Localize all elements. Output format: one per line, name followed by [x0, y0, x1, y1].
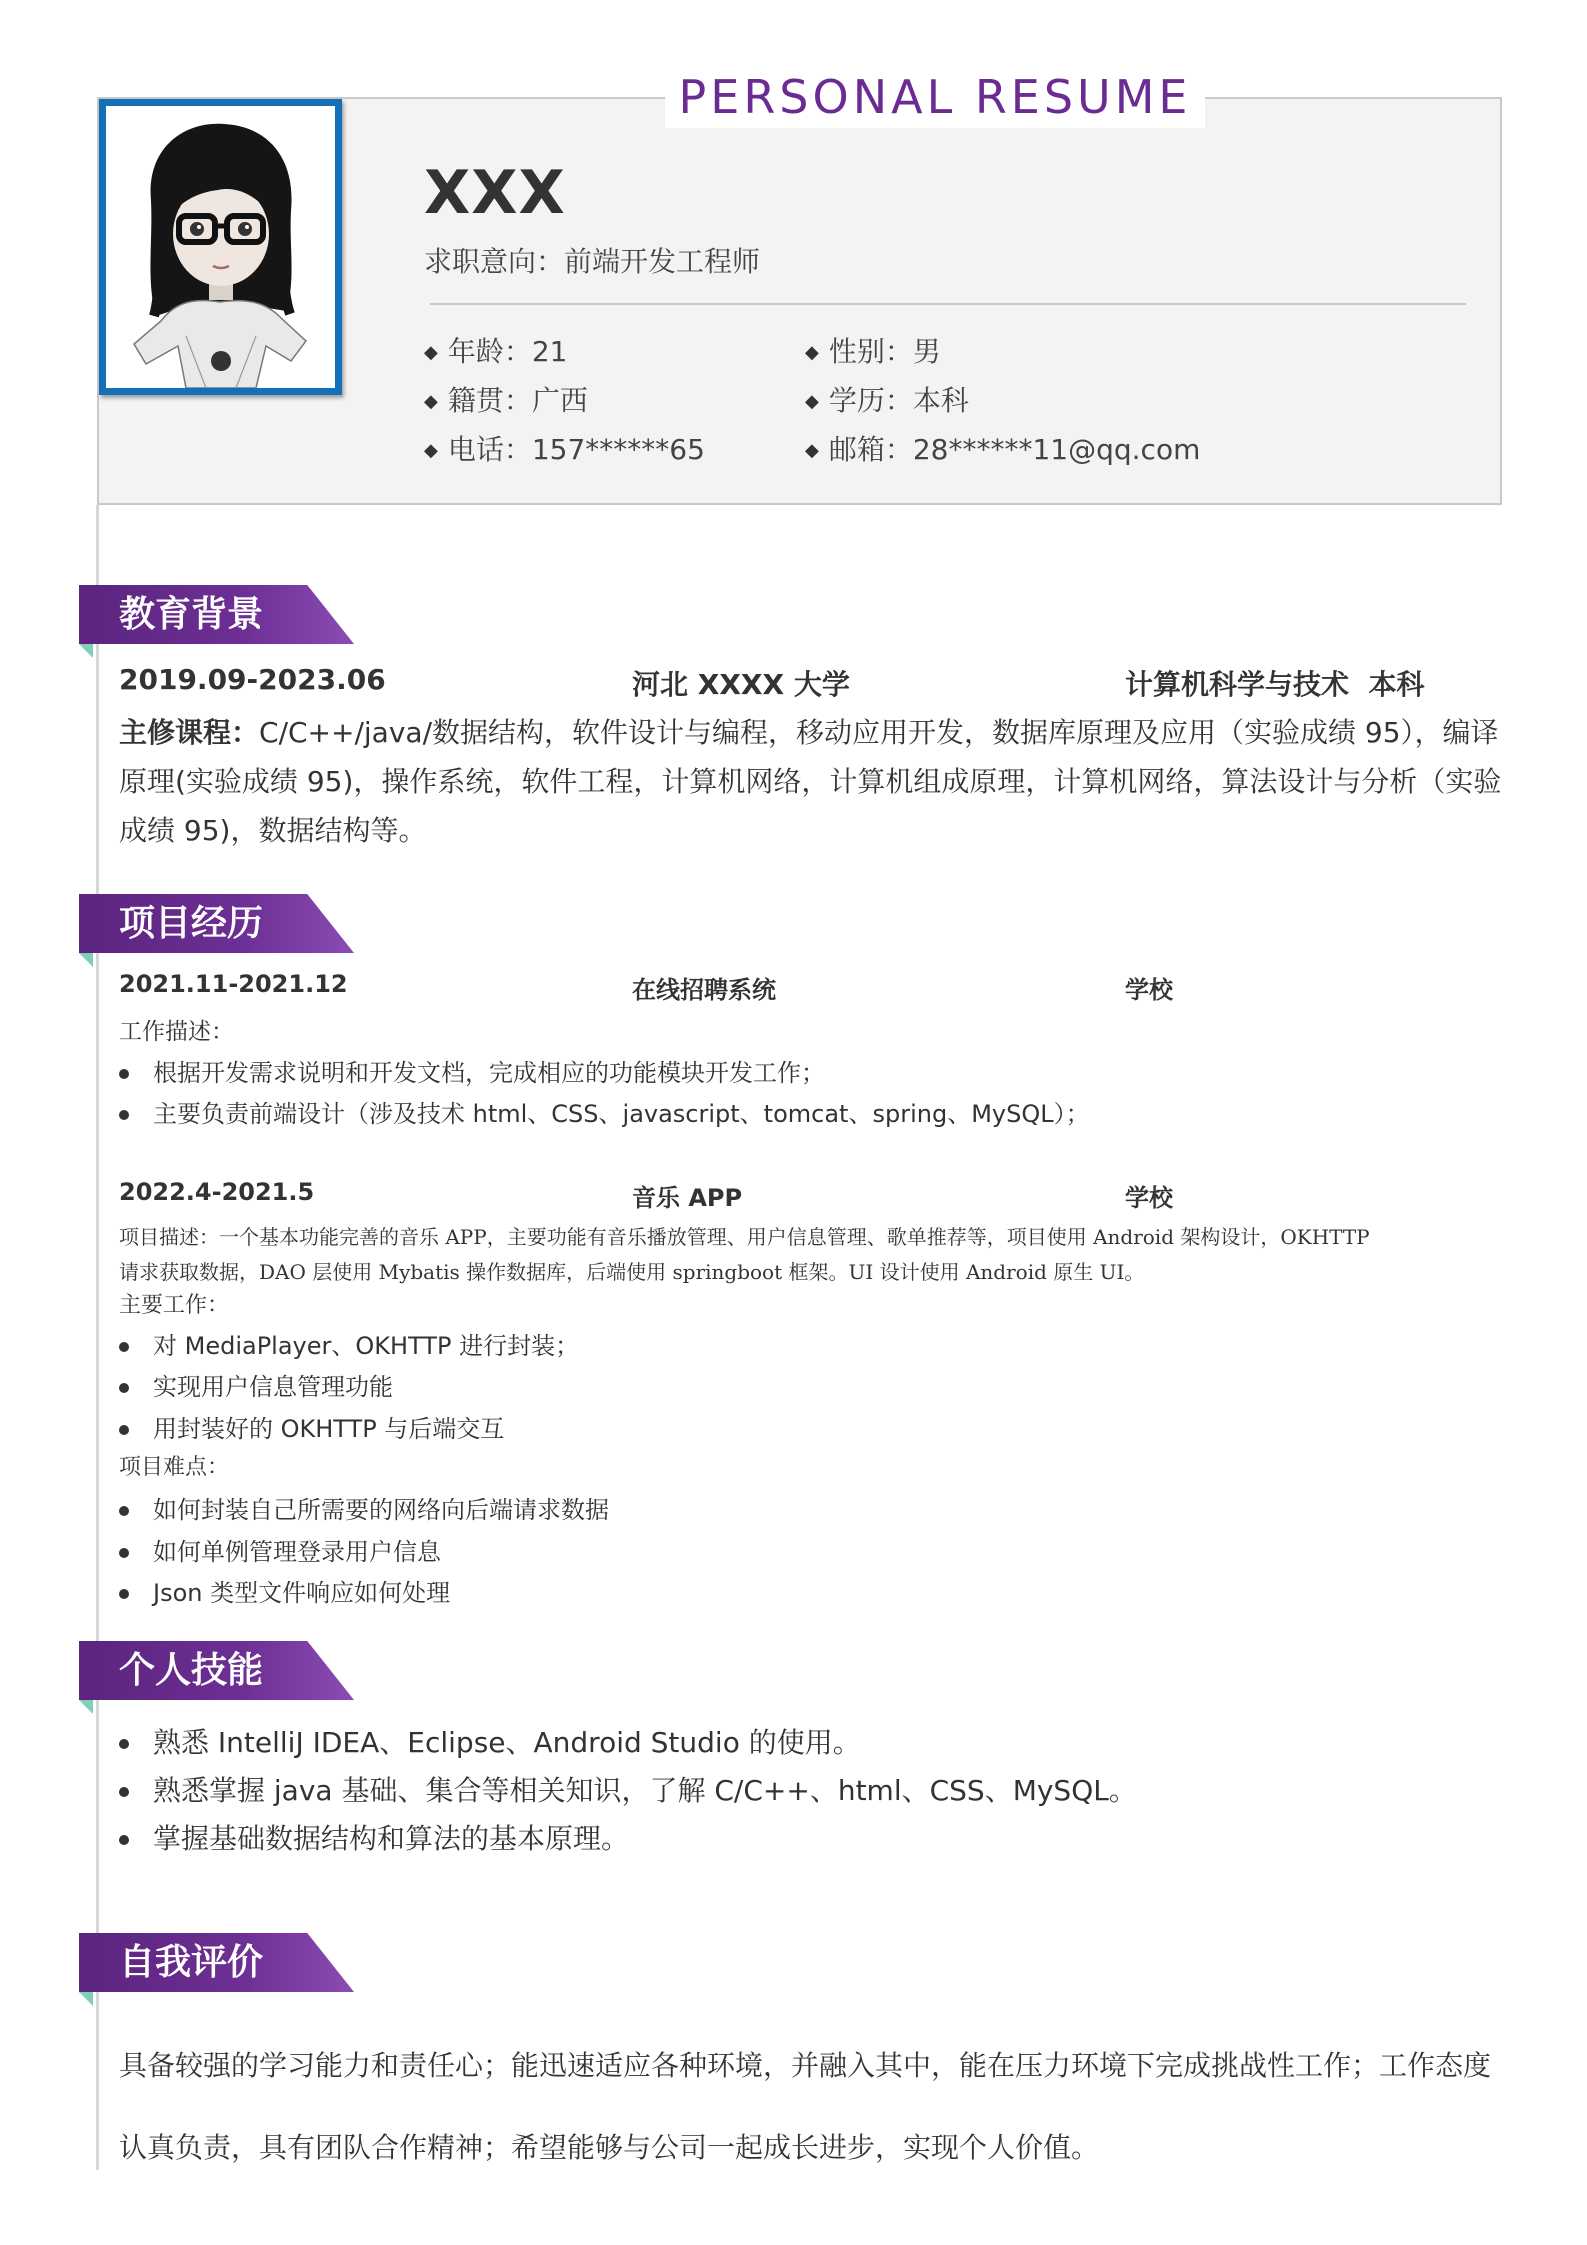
diamond-bullet-icon: ◆	[805, 391, 819, 412]
bullet-dot-icon	[119, 1069, 129, 1079]
education-school: 河北 XXXX 大学	[632, 668, 850, 701]
info-education	[805, 379, 969, 419]
list-item	[119, 1817, 629, 1857]
info-hometown	[424, 379, 588, 419]
profile-photo	[99, 99, 342, 395]
job-intent-value: 前端开发工程师	[564, 245, 761, 278]
info-age-text: 年龄：21	[447, 335, 568, 368]
header-divider	[430, 303, 1466, 305]
self-eval-line-2: 认真负责，具有团队合作精神；希望能够与公司一起成长进步，实现个人价值。	[119, 2131, 1100, 2164]
project-2-desc-line-2: 请求获取数据，DAO 层使用 Mybatis 操作数据库，后端使用 springboot 框架。UI 设计使用 Android 原生 UI。	[119, 1260, 1145, 1284]
bullet-dot-icon	[119, 1835, 129, 1845]
self-eval-line-1: 具备较强的学习能力和责任心；能迅速适应各种环境，并融入其中，能在压力环境下完成挑战性工作；工作态度	[119, 2049, 1492, 2082]
info-email	[805, 428, 1200, 468]
bullet-dot-icon	[119, 1383, 129, 1393]
info-phone	[424, 428, 705, 468]
section-tail-decoration	[79, 644, 93, 658]
bullet-dot-icon	[119, 1787, 129, 1797]
section-title-projects: 项目经历	[119, 903, 264, 944]
project-2-org: 学校	[1125, 1184, 1173, 1212]
info-education-text: 学历：本科	[828, 384, 969, 417]
education-courses-line-2: 原理(实验成绩 95)，操作系统，软件工程，计算机网络，计算机组成原理，计算机网络，算法设计与分析（实验	[119, 765, 1502, 798]
project-1-desc-label: 工作描述：	[119, 1019, 234, 1045]
list-item	[119, 1769, 1137, 1809]
diamond-bullet-icon: ◆	[424, 391, 438, 412]
list-item-text: 实现用户信息管理功能	[153, 1373, 393, 1401]
section-tail-decoration	[79, 1700, 93, 1714]
education-courses-line-1	[119, 711, 1499, 751]
section-title-skills: 个人技能	[119, 1650, 264, 1691]
bullet-dot-icon	[119, 1548, 129, 1558]
timeline-rail	[96, 505, 99, 2170]
list-item	[119, 1490, 609, 1525]
bullet-dot-icon	[119, 1589, 129, 1599]
info-age	[424, 330, 567, 370]
list-item-text: 主要负责前端设计（涉及技术 html、CSS、javascript、tomcat、spring、MySQL）；	[153, 1100, 1090, 1128]
diamond-bullet-icon: ◆	[805, 342, 819, 363]
info-gender	[805, 330, 941, 370]
section-title-education: 教育背景	[119, 594, 264, 635]
section-title-self-evaluation: 自我评价	[119, 1942, 264, 1983]
list-item-text: 掌握基础数据结构和算法的基本原理。	[153, 1822, 630, 1855]
list-item-text: 如何单例管理登录用户信息	[153, 1538, 441, 1566]
cartoon-girl-illustration	[106, 106, 335, 388]
diamond-bullet-icon: ◆	[424, 440, 438, 461]
list-item	[119, 1326, 579, 1361]
list-item-text: 对 MediaPlayer、OKHTTP 进行封装；	[153, 1332, 580, 1360]
job-intent-label: 求职意向：	[424, 245, 565, 278]
list-item-text: 如何封装自己所需要的网络向后端请求数据	[153, 1496, 609, 1524]
bullet-dot-icon	[119, 1506, 129, 1516]
info-gender-text: 性别：男	[828, 335, 941, 368]
diamond-bullet-icon: ◆	[805, 440, 819, 461]
project-1-name: 在线招聘系统	[632, 976, 776, 1004]
list-item	[119, 1721, 861, 1761]
list-item-text: 熟悉 IntelliJ IDEA、Eclipse、Android Studio 的使用。	[153, 1726, 861, 1759]
project-2-desc-line-1: 项目描述：一个基本功能完善的音乐 APP，主要功能有音乐播放管理、用户信息管理、歌单推荐等，项目使用 Android 架构设计，OKHTTP	[119, 1225, 1370, 1249]
bullet-dot-icon	[119, 1425, 129, 1435]
info-email-text: 邮箱：28******11@qq.com	[828, 433, 1201, 466]
courses-text-1: C/C++/java/数据结构，软件设计与编程，移动应用开发，数据库原理及应用（实验成绩 95），编译	[259, 716, 1499, 749]
bullet-dot-icon	[119, 1342, 129, 1352]
bullet-dot-icon	[119, 1739, 129, 1749]
info-hometown-text: 籍贯：广西	[447, 384, 588, 417]
list-item-text: 用封装好的 OKHTTP 与后端交互	[153, 1415, 505, 1443]
list-item	[119, 1094, 1090, 1129]
resume-title: PERSONAL RESUME	[678, 70, 1192, 124]
section-tail-decoration	[79, 953, 93, 967]
courses-label: 主修课程：	[119, 716, 260, 749]
education-courses-line-3: 成绩 95)，数据结构等。	[119, 814, 427, 847]
project-2-difficulty-label: 项目难点：	[119, 1455, 230, 1480]
list-item-text: Json 类型文件响应如何处理	[153, 1579, 451, 1607]
list-item	[119, 1409, 504, 1444]
project-1-org: 学校	[1125, 976, 1173, 1004]
education-period: 2019.09-2023.06	[119, 663, 386, 696]
diamond-bullet-icon: ◆	[424, 342, 438, 363]
list-item	[119, 1573, 450, 1608]
project-1-period: 2021.11-2021.12	[119, 970, 348, 998]
project-2-period: 2022.4-2021.5	[119, 1178, 315, 1206]
info-phone-text: 电话：157******65	[447, 433, 705, 466]
list-item	[119, 1532, 441, 1567]
section-tail-decoration	[79, 1992, 93, 2006]
list-item	[119, 1053, 825, 1088]
list-item	[119, 1367, 393, 1402]
job-intent	[424, 240, 760, 280]
project-2-name: 音乐 APP	[632, 1184, 743, 1212]
bullet-dot-icon	[119, 1110, 129, 1120]
list-item-text: 熟悉掌握 java 基础、集合等相关知识，了解 C/C++、html、CSS、MySQL。	[153, 1774, 1137, 1807]
education-major: 计算机科学与技术 本科	[1125, 668, 1425, 701]
project-2-work-label: 主要工作：	[119, 1293, 230, 1318]
candidate-name: XXX	[424, 158, 566, 228]
list-item-text: 根据开发需求说明和开发文档，完成相应的功能模块开发工作；	[153, 1059, 825, 1087]
